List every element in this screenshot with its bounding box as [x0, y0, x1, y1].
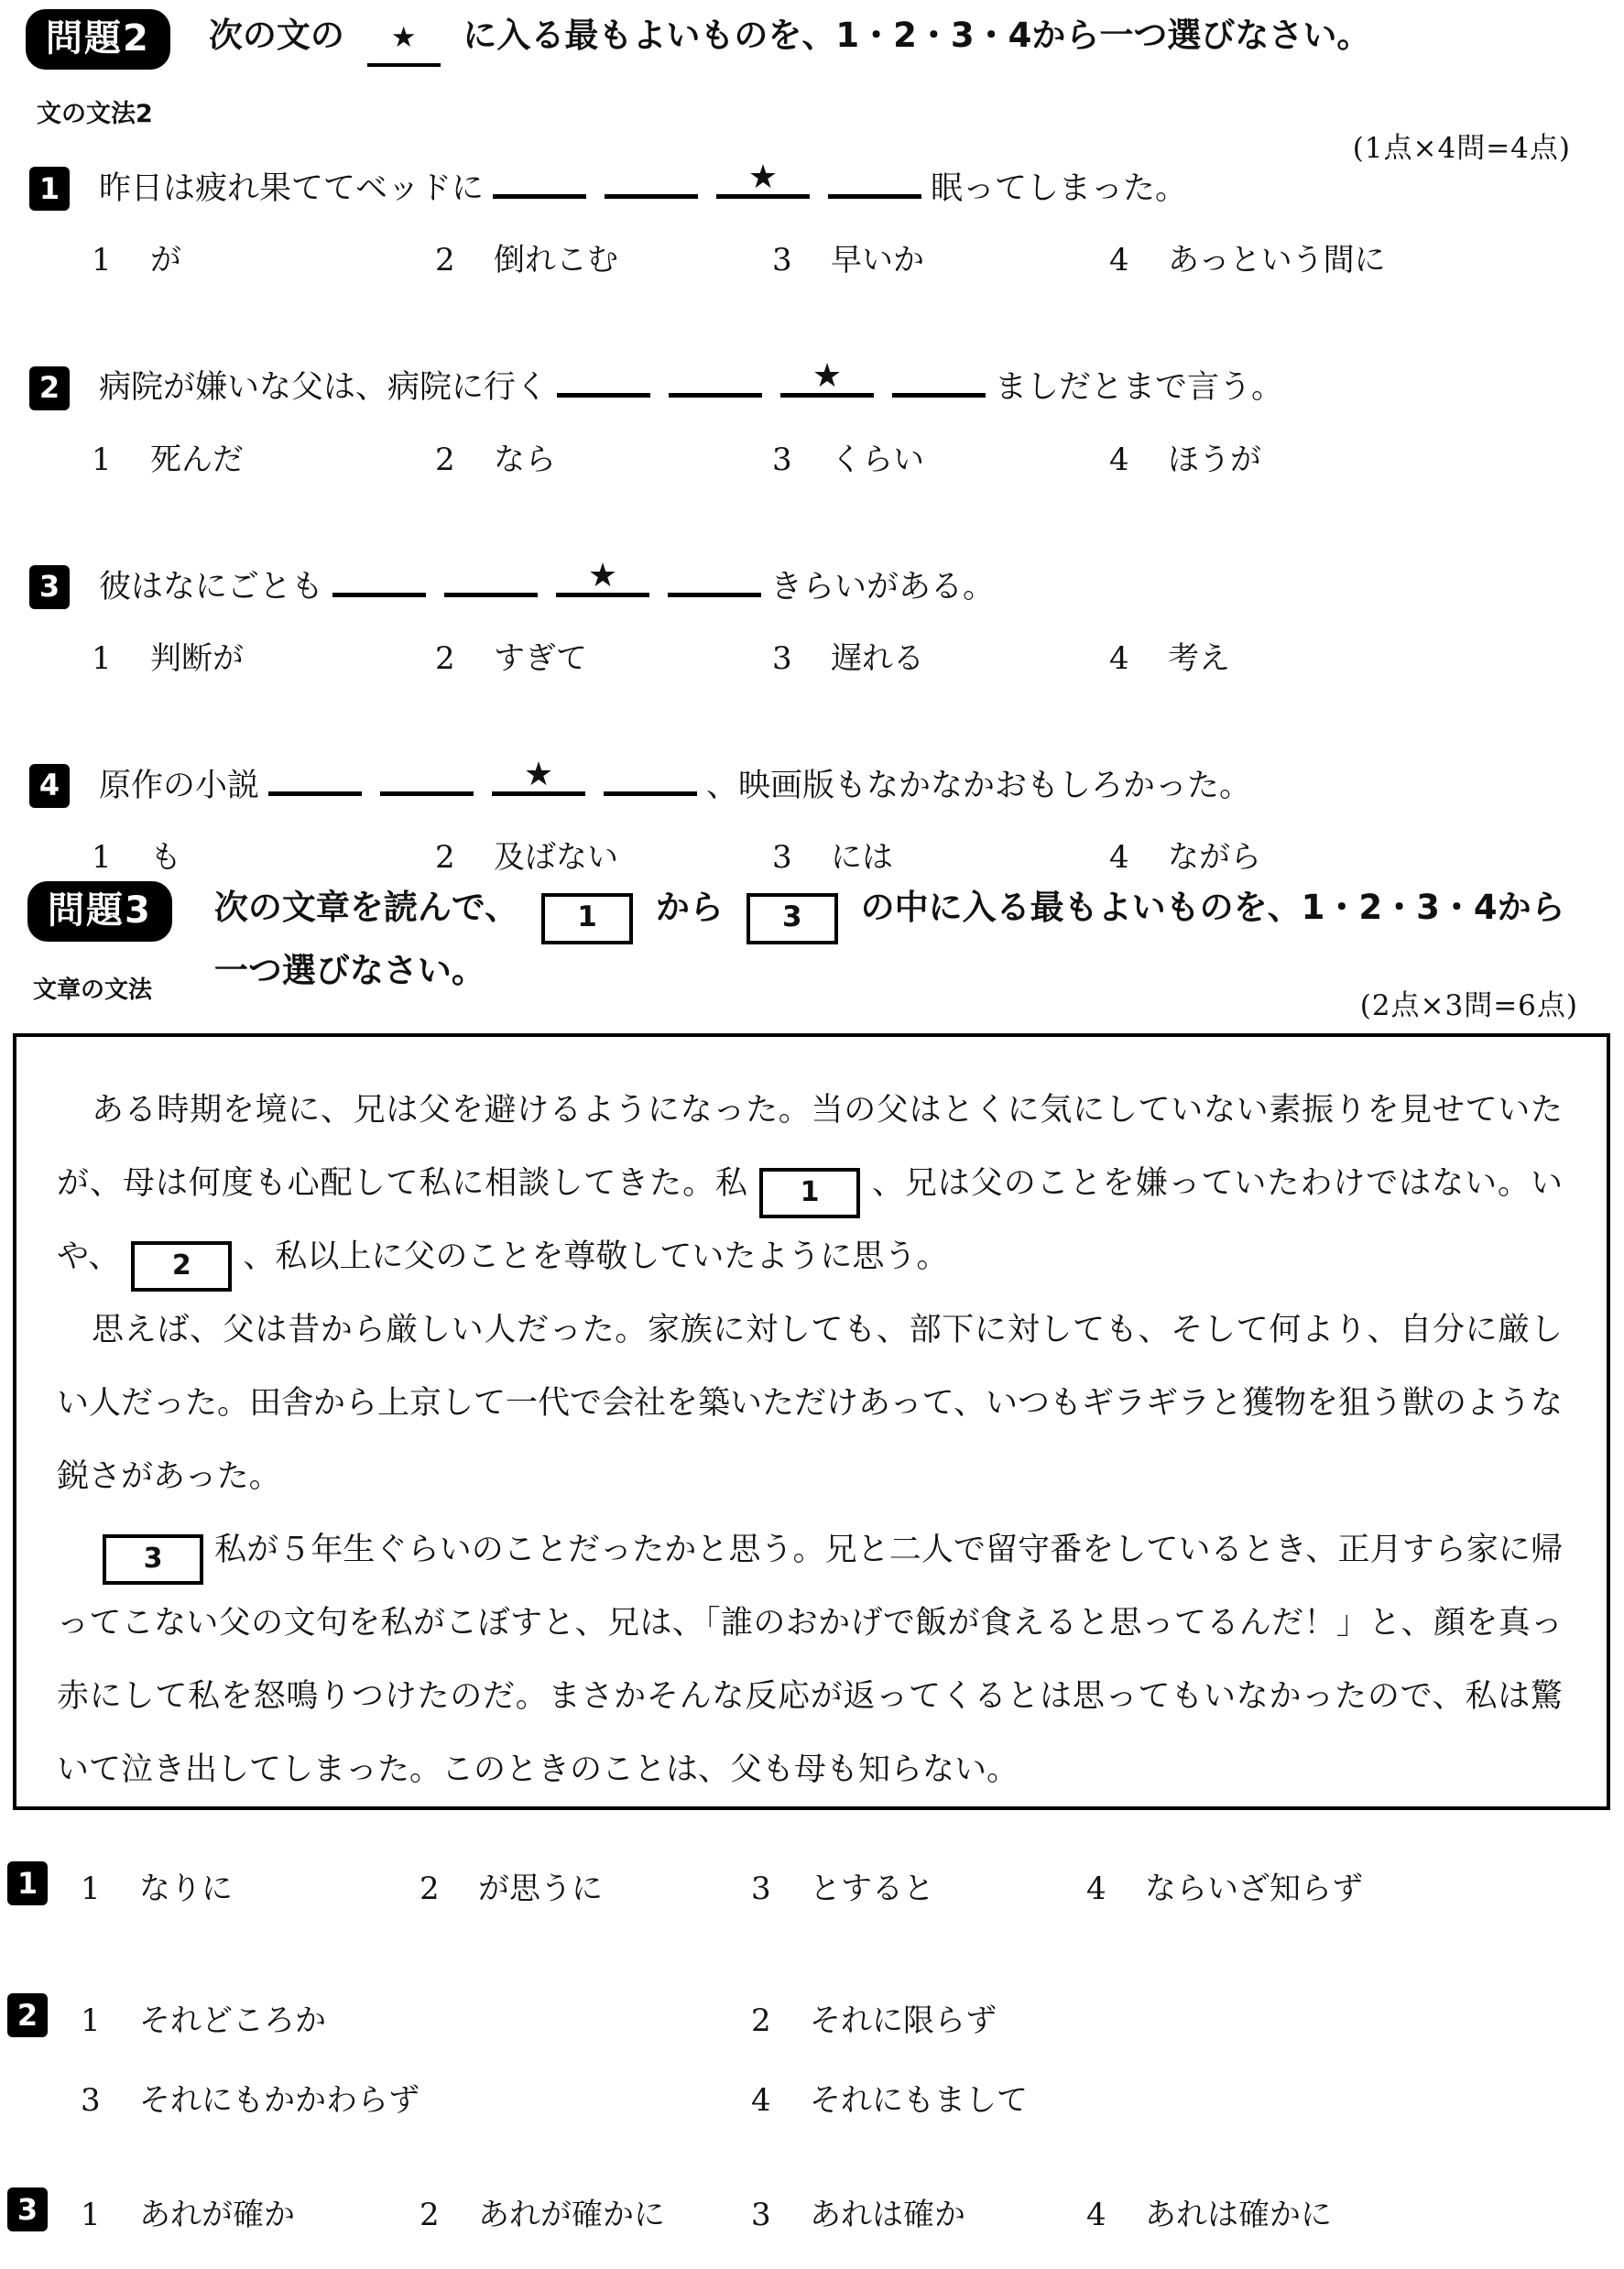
option-number: 4 — [1109, 839, 1129, 876]
sentence-suffix: きらいがある。 — [770, 568, 996, 605]
blank-line — [604, 755, 697, 796]
option-number: 1 — [92, 839, 112, 876]
option-label: それにもかかわらず — [139, 2082, 420, 2119]
star-icon: ★ — [523, 755, 554, 793]
option-label: ながら — [1168, 839, 1261, 876]
option-row — [81, 2187, 1332, 2234]
blank-line — [556, 556, 649, 597]
problem2-badge: 問題2 — [26, 9, 170, 70]
passage-text: 私が５年生ぐらいのことだったかと思う。兄と二人で留守番をしているとき、正月すら家に帰ってこない父の文句を私がこぼすと、兄は、「誰のおかげで飯が食えると思ってるんだ！」と、顔を真っ赤にして私を怒鳴りつけたのだ。まさかそんな反応が返ってくるとは思ってもいなかったので、私は驚いて泣き出してしまった。このときのことは、父も母も知らない。 — [57, 1532, 1563, 1788]
answer-option — [1109, 434, 1624, 479]
option-label: 遅れる — [831, 639, 924, 677]
option-label: すぎて — [494, 639, 587, 677]
option-number: 2 — [420, 2197, 440, 2233]
question-block — [0, 556, 1624, 678]
option-label: 死んだ — [150, 441, 244, 478]
problem2-instruction-post: に入る最もよいものを、1・2・3・4から一つ選びなさい。 — [463, 16, 1371, 55]
option-row — [0, 633, 1624, 678]
problem3-instruction — [214, 881, 1588, 997]
reading-passage-box — [13, 1033, 1610, 1810]
option-label: それどころか — [139, 2002, 326, 2039]
inline-answer-box: 3 — [103, 1534, 203, 1585]
question-sentence — [0, 755, 1624, 808]
answer-option — [92, 832, 435, 877]
blank-line — [668, 556, 761, 597]
option-number: 1 — [92, 639, 112, 677]
inline-answer-box: 2 — [131, 1241, 232, 1292]
option-number: 1 — [81, 1871, 101, 1907]
option-label: とすると — [810, 1871, 934, 1907]
blank-line — [828, 158, 921, 199]
sentence-prefix: 原作の小説 — [99, 767, 260, 804]
option-row — [81, 1993, 1028, 2120]
option-number: 2 — [435, 639, 455, 677]
option-label: 早いか — [831, 242, 924, 279]
blank-line — [716, 158, 810, 199]
option-number: 2 — [435, 441, 455, 478]
sentence-suffix: 眠ってしまった。 — [931, 170, 1188, 207]
option-number: 3 — [772, 242, 792, 279]
sentence-suffix: ましだとまで言う。 — [995, 369, 1284, 407]
problem3-instruction-post: の中に入る最もよいものを、1・2・3・4から一つ選びなさい。 — [213, 888, 1565, 990]
sentence-text — [99, 556, 995, 609]
option-row — [0, 832, 1624, 877]
option-number: 4 — [1086, 1871, 1106, 1907]
passage-text: 、私以上に父のことを尊敬していたように思う。 — [243, 1238, 949, 1275]
answer-option — [1086, 1863, 1363, 1908]
option-number: 1 — [81, 2002, 101, 2039]
answer-option — [81, 2075, 751, 2120]
blank-line — [268, 755, 362, 796]
option-number: 4 — [1109, 441, 1129, 478]
question-number-badge: 3 — [7, 2187, 48, 2231]
answer-option — [1086, 2189, 1332, 2234]
blank-line — [444, 556, 538, 597]
question-number-badge: 1 — [7, 1861, 48, 1905]
problem3-subtitle: 文章の文法 — [33, 976, 153, 1004]
answer-option — [420, 1863, 751, 1908]
question-sentence — [0, 158, 1624, 211]
answer-option — [772, 434, 1109, 479]
answer-option — [420, 2189, 751, 2234]
blank-line — [892, 356, 986, 398]
option-number: 4 — [1109, 639, 1129, 677]
answer-option — [92, 434, 435, 479]
option-label: それに限らず — [810, 2002, 997, 2039]
answer-option — [1109, 832, 1624, 877]
answer-option — [772, 633, 1109, 678]
star-icon: ★ — [812, 357, 843, 396]
answer-option — [1109, 235, 1624, 279]
option-label: なりに — [139, 1871, 233, 1907]
question-sentence — [0, 356, 1624, 409]
answer-option — [435, 235, 772, 279]
problem2-points: (1点×4問=4点) — [1352, 132, 1571, 165]
option-row — [0, 235, 1624, 279]
answer-option — [92, 235, 435, 279]
blank-line — [605, 158, 698, 199]
answer-option — [751, 1995, 1028, 2040]
problem2-subtitle: 文の文法2 — [37, 100, 153, 128]
option-label: なら — [494, 441, 556, 478]
option-number: 1 — [92, 441, 112, 478]
question-number-badge: 1 — [29, 167, 70, 211]
option-number: 3 — [772, 441, 792, 478]
question-number-badge: 3 — [29, 565, 70, 609]
option-label: も — [150, 839, 181, 876]
passage-text: ある時期を境に、兄は父を避けるようになった。当の父はとくに気にしていない素振りを見せていたが、母は何度も心配して私に相談してきた。私 — [57, 1092, 1563, 1202]
sentence-text — [99, 755, 1251, 808]
question-number-badge: 4 — [29, 764, 70, 808]
problem3-instruction-pre: 次の文章を読んで、 — [213, 888, 519, 927]
option-label: 及ばない — [494, 839, 618, 876]
option-number: 2 — [435, 242, 455, 279]
answer-option — [772, 832, 1109, 877]
blank-line — [780, 356, 874, 398]
passage-text: 、兄は父のことを嫌っていたわけではない。いや、 — [57, 1165, 1563, 1275]
problem2-instruction — [209, 9, 1371, 67]
answer-box-3: 3 — [747, 893, 838, 944]
answer-option — [81, 2189, 420, 2234]
question-block — [0, 356, 1624, 478]
answer-option — [751, 2075, 1028, 2120]
option-number: 1 — [81, 2197, 101, 2233]
option-number: 3 — [772, 639, 792, 677]
option-label: あれは確かに — [1145, 2197, 1332, 2233]
sentence-text — [99, 158, 1187, 211]
option-label: あれが確かに — [478, 2197, 665, 2233]
answer-option — [81, 1995, 751, 2040]
blank-line — [492, 755, 585, 796]
inline-answer-box: 1 — [759, 1168, 860, 1218]
problem3-points: (2点×3問=6点) — [1359, 989, 1578, 1022]
option-number: 3 — [751, 1871, 771, 1907]
option-label: あっという間に — [1168, 242, 1386, 279]
answer-option — [772, 235, 1109, 279]
option-label: ならいざ知らず — [1145, 1871, 1363, 1907]
option-label: 考え — [1168, 639, 1230, 677]
answer-option — [435, 434, 772, 479]
problem2-header — [26, 9, 1601, 70]
question-block — [0, 158, 1624, 279]
option-number: 4 — [1109, 242, 1129, 279]
question-number-badge: 2 — [7, 1993, 48, 2037]
problem2-instruction-pre: 次の文の — [208, 16, 344, 55]
answer-option — [435, 832, 772, 877]
passage-paragraph — [57, 1293, 1563, 1513]
problem3-question-2 — [7, 1993, 1624, 2120]
option-label: には — [831, 839, 893, 876]
question-number-badge: 2 — [29, 366, 70, 410]
option-number: 2 — [435, 839, 455, 876]
sentence-prefix: 病院が嫌いな父は、病院に行く — [99, 369, 549, 407]
problem3-question-1 — [7, 1861, 1624, 1908]
option-number: 3 — [81, 2082, 101, 2119]
answer-option — [751, 1863, 1086, 1908]
option-number: 3 — [772, 839, 792, 876]
question-block — [0, 755, 1624, 877]
problem3-instruction-mid: から — [655, 888, 724, 927]
option-number: 3 — [751, 2197, 771, 2233]
blank-line — [380, 755, 474, 796]
problem2-question-list — [0, 158, 1624, 954]
answer-option — [81, 1863, 420, 1908]
passage-paragraph — [57, 1513, 1563, 1806]
star-icon: ★ — [587, 556, 618, 595]
sentence-prefix: 昨日は疲れ果ててベッドに — [99, 170, 485, 207]
passage-text: 思えば、父は昔から厳しい人だった。家族に対しても、部下に対しても、そして何より、自分に厳しい人だった。田舎から上京して一代で会社を築いただけあって、いつもギラギラと獲物を狙う獣のような鋭さがあった。 — [57, 1312, 1563, 1495]
passage-paragraph — [57, 1074, 1563, 1293]
option-label: 判断が — [150, 639, 244, 677]
sentence-suffix: 、映画版もなかなかおもしろかった。 — [706, 767, 1252, 804]
blank-line — [332, 556, 426, 597]
option-number: 2 — [420, 1871, 440, 1907]
star-blank-mark: ★ — [367, 16, 441, 67]
option-label: が思うに — [478, 1871, 603, 1907]
option-label: 倒れこむ — [494, 242, 618, 279]
problem3-question-3 — [7, 2187, 1624, 2234]
option-label: ほうが — [1168, 441, 1261, 478]
option-label: くらい — [831, 441, 924, 478]
question-sentence — [0, 556, 1624, 609]
option-number: 4 — [1086, 2197, 1106, 2233]
blank-line — [493, 158, 586, 199]
answer-option — [92, 633, 435, 678]
option-number: 1 — [92, 242, 112, 279]
option-label: あれが確か — [139, 2197, 295, 2233]
answer-option — [751, 2189, 1086, 2234]
option-number: 2 — [751, 2002, 771, 2039]
answer-option — [435, 633, 772, 678]
sentence-prefix: 彼はなにごとも — [99, 568, 324, 605]
option-label: が — [150, 242, 181, 279]
answer-option — [1109, 633, 1624, 678]
blank-line — [669, 356, 762, 398]
option-number: 4 — [751, 2082, 771, 2119]
problem3-badge: 問題3 — [27, 881, 172, 942]
blank-line — [557, 356, 650, 398]
option-row — [81, 1861, 1363, 1908]
star-icon: ★ — [747, 158, 779, 196]
option-label: あれは確か — [810, 2197, 965, 2233]
sentence-text — [99, 356, 1283, 409]
option-row — [0, 434, 1624, 479]
answer-box-1: 1 — [541, 893, 633, 944]
problem3-header — [27, 881, 1612, 997]
option-label: それにもまして — [810, 2082, 1028, 2119]
